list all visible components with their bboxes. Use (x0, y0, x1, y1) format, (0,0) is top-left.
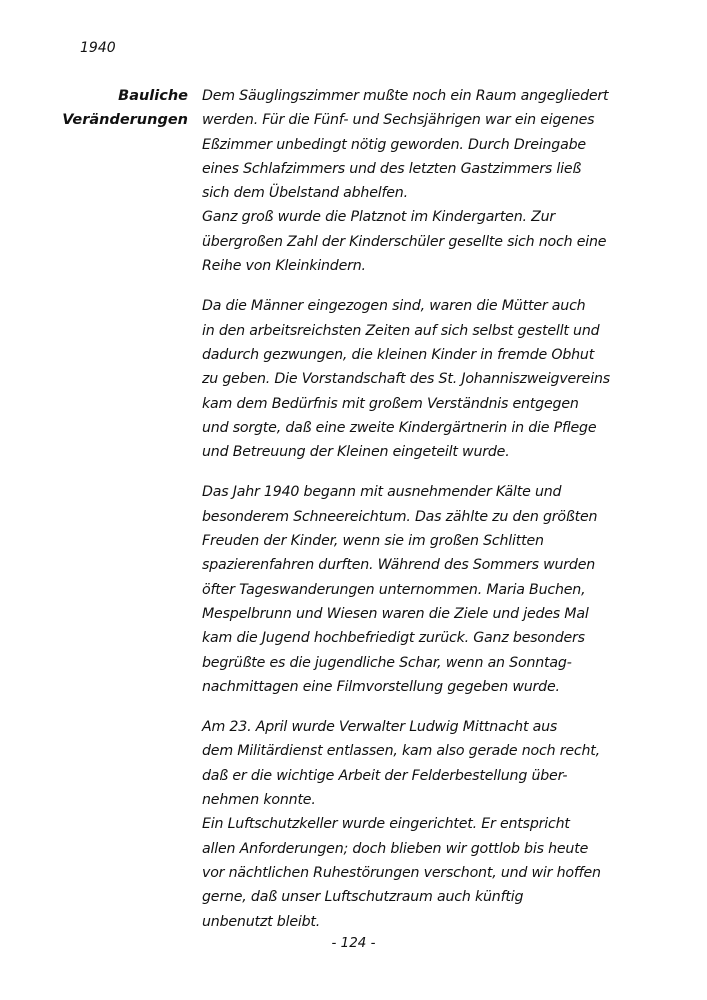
text-line: Da die Männer eingezogen sind, waren die Mütter auch (202, 298, 586, 315)
text-line: Freuden der Kinder, wenn sie im großen Schlitten (202, 533, 544, 550)
text-line: vor nächtlichen Ruhestörungen verschont, und wir hoffen (202, 864, 601, 881)
text-line: besonderem Schneereichtum. Das zählte zu den größten (202, 508, 598, 525)
text-line: Reihe von Kleinkindern. (202, 258, 366, 275)
paragraph (202, 84, 642, 278)
text-line: kam dem Bedürfnis mit großem Verständnis entgegen (202, 395, 579, 412)
text-line: dadurch gezwungen, die kleinen Kinder in fremde Obhut (202, 346, 595, 363)
text-line: spazierenfahren durften. Während des Sommers wurden (202, 557, 596, 574)
text-line: dem Militärdienst entlassen, kam also gerade noch recht, (202, 743, 600, 760)
year-heading: 1940 (80, 40, 116, 56)
text-line: und Betreuung der Kleinen eingeteilt wurde. (202, 444, 510, 461)
text-line: Das Jahr 1940 begann mit ausnehmender Kälte und (202, 484, 562, 501)
text-line: unbenutzt bleibt. (202, 913, 321, 930)
text-line: übergroßen Zahl der Kinderschüler gesellte sich noch eine (202, 233, 607, 250)
paragraph (202, 480, 642, 699)
text-line: daß er die wichtige Arbeit der Felderbestellung über- (202, 767, 568, 784)
text-line: werden. Für die Fünf- und Sechsjährigen war ein eigenes (202, 112, 595, 129)
text-line: nachmittagen eine Filmvorstellung gegeben wurde. (202, 678, 560, 695)
text-line: öfter Tageswanderungen unternommen. Maria Buchen, (202, 581, 586, 598)
text-line: Mespelbrunn und Wiesen waren die Ziele und jedes Mal (202, 605, 589, 622)
paragraph (202, 294, 642, 464)
text-line: allen Anforderungen; doch blieben wir gottlob bis heute (202, 840, 589, 857)
text-line: und sorgte, daß eine zweite Kindergärtnerin in die Pflege (202, 419, 597, 436)
margin-note-line: Veränderungen (62, 112, 188, 129)
text-line: zu geben. Die Vorstandschaft des St. Johanniszweigvereins (202, 371, 610, 388)
text-line: Eßzimmer unbedingt nötig geworden. Durch Dreingabe (202, 136, 586, 153)
text-line: kam die Jugend hochbefriedigt zurück. Ganz besonders (202, 630, 585, 647)
text-line: in den arbeitsreichsten Zeiten auf sich selbst gestellt und (202, 322, 600, 339)
body-text (202, 84, 642, 950)
margin-note (62, 84, 188, 133)
margin-note-line: Bauliche (118, 88, 188, 104)
page-number: - 124 - (331, 935, 376, 951)
text-line: Ein Luftschutzkeller wurde eingerichtet. Er entspricht (202, 816, 570, 833)
paragraph (202, 715, 642, 934)
text-line: Am 23. April wurde Verwalter Ludwig Mittnacht aus (202, 719, 558, 736)
text-line: Dem Säuglingszimmer mußte noch ein Raum angegliedert (202, 88, 609, 104)
text-line: begrüßte es die jugendliche Schar, wenn an Sonntag- (202, 654, 572, 671)
text-line: Ganz groß wurde die Platznot im Kindergarten. Zur (202, 209, 556, 226)
text-line: sich dem Übelstand abhelfen. (202, 185, 408, 202)
text-line: nehmen konnte. (202, 792, 316, 809)
text-line: gerne, daß unser Luftschutzraum auch künftig (202, 889, 524, 906)
text-line: eines Schlafzimmers und des letzten Gastzimmers ließ (202, 160, 582, 177)
